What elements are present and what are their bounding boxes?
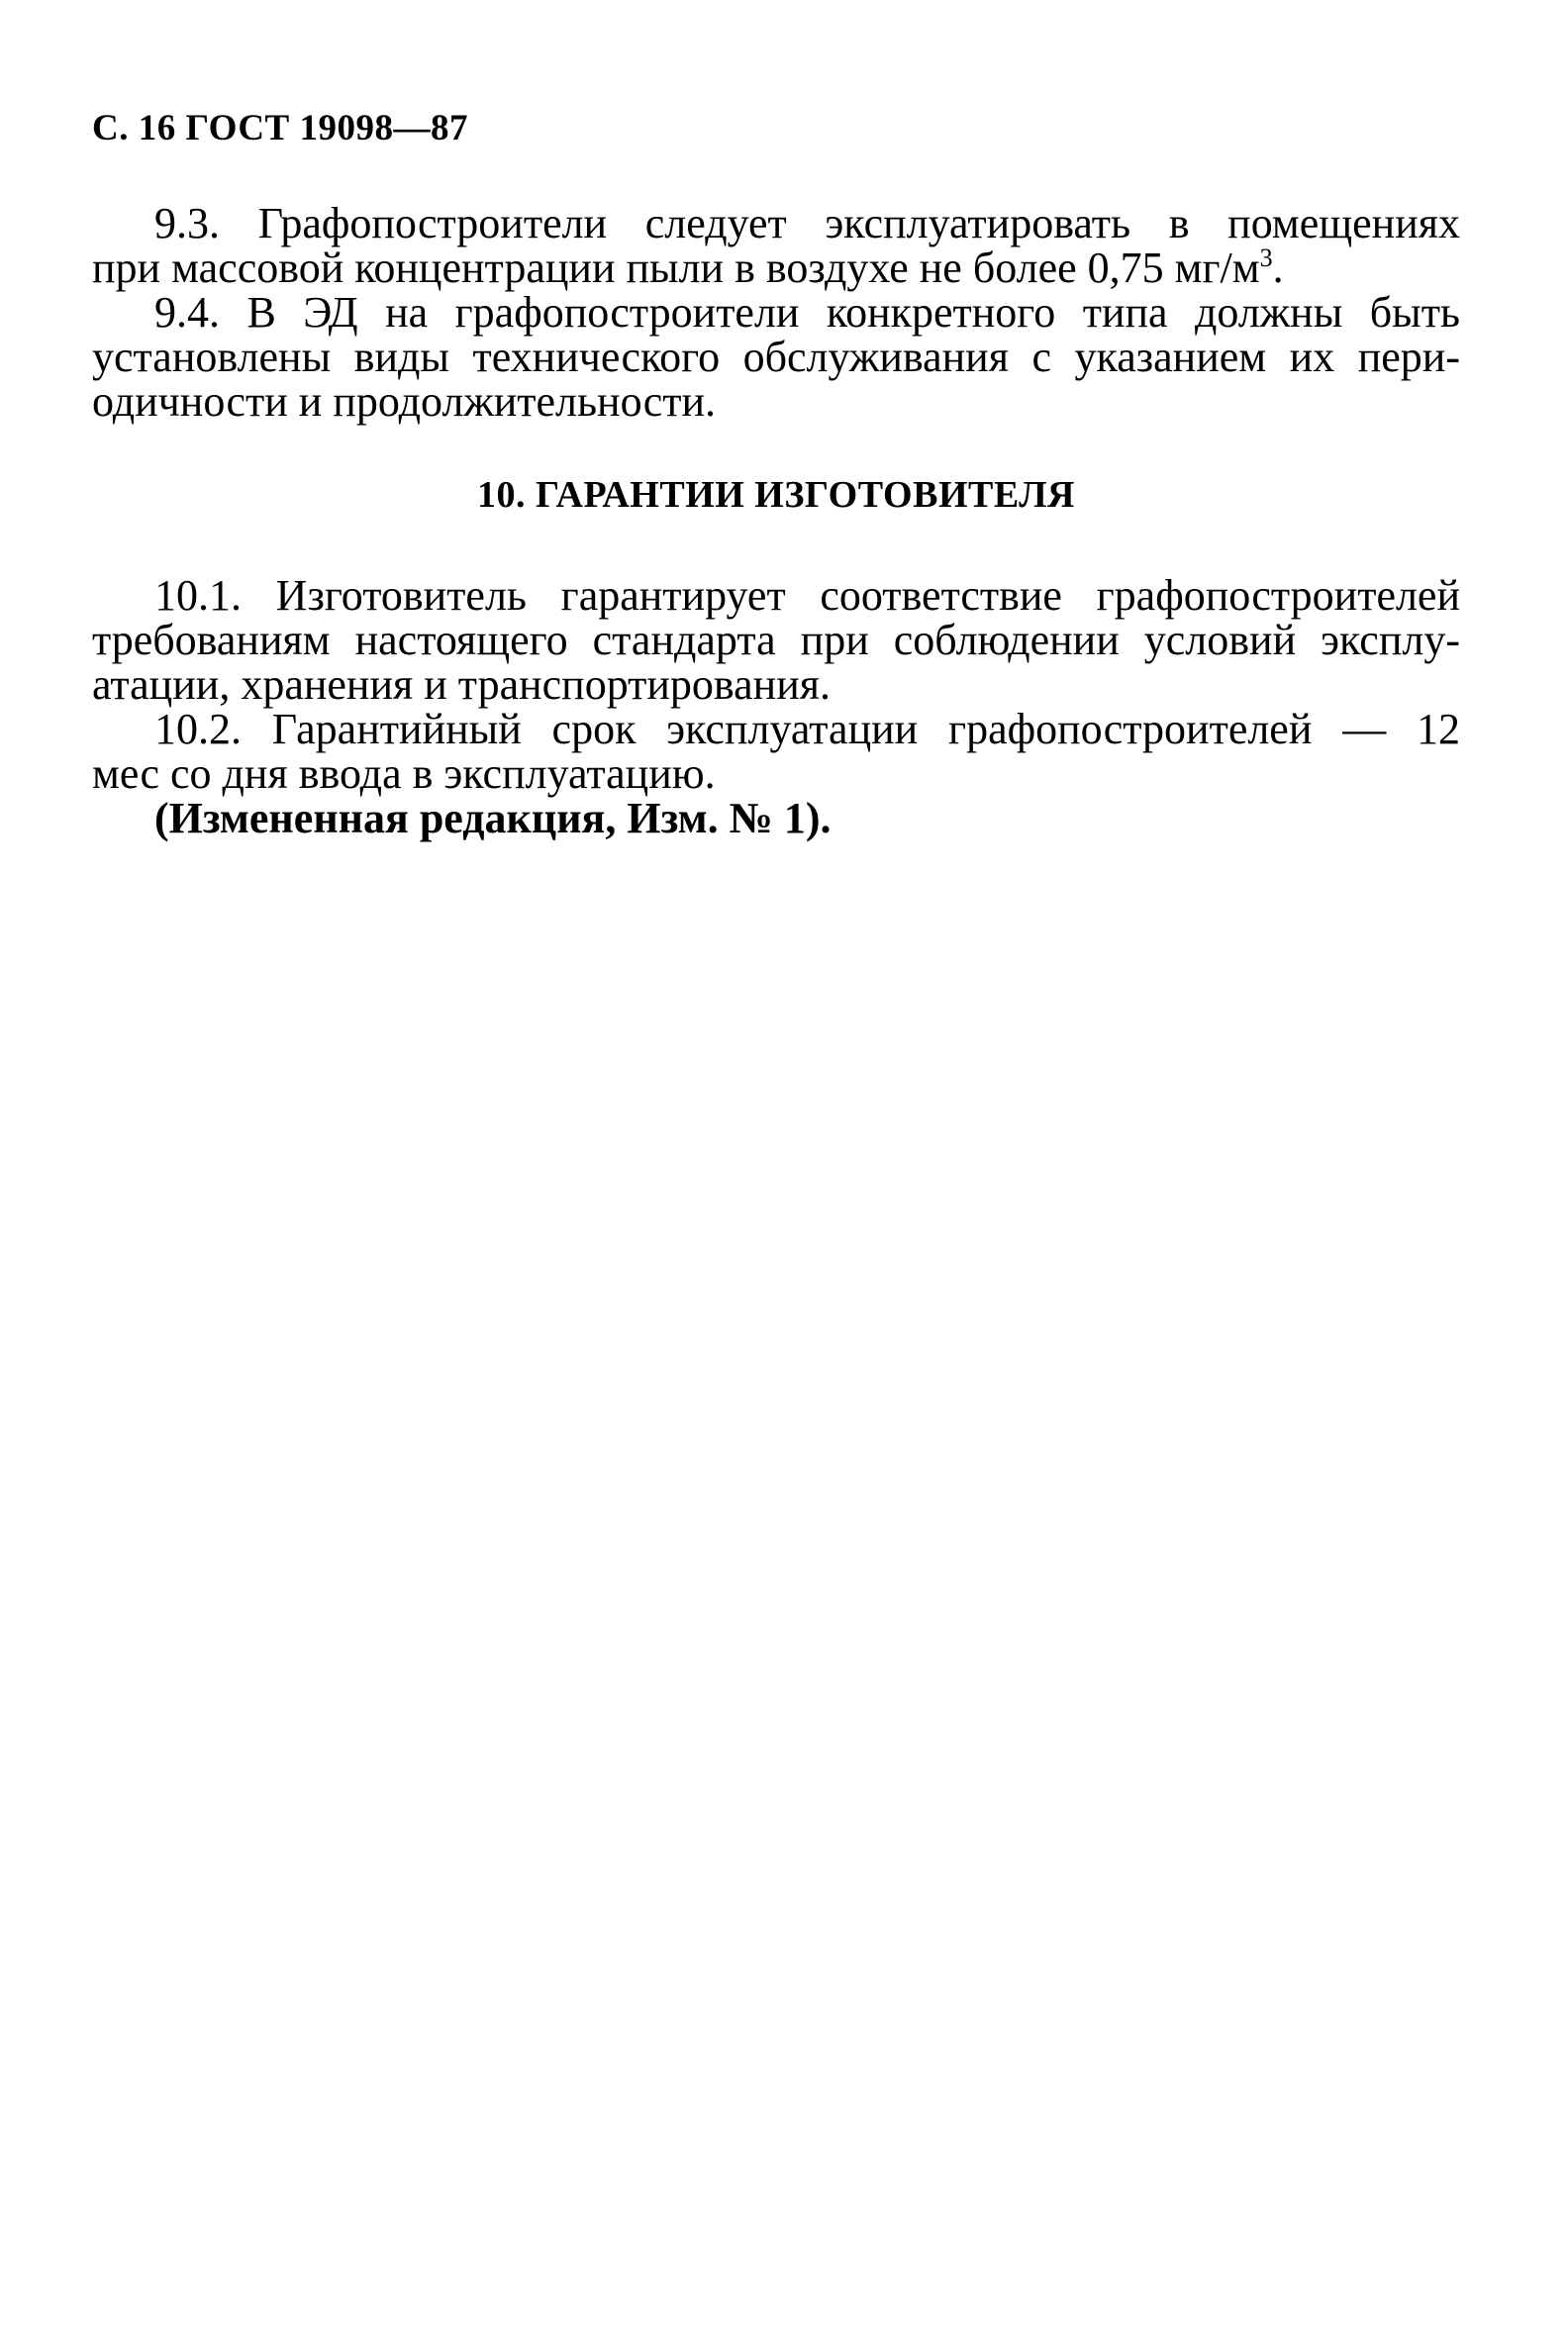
paragraph-line: 9.4. В ЭД на графопостроители конкретного типа должны быть [154,288,1460,337]
paragraph-9-4 [92,290,1460,424]
paragraph-line: одичности и продолжительности. [92,377,717,426]
paragraph-10-1 [92,573,1460,707]
paragraph-line-text: при массовой концентрации пыли в воздухе не более 0,75 мг/м [92,244,1260,292]
paragraph-line: 9.3. Графопостроители следует эксплуатировать в помещениях [154,199,1460,247]
sentence-end: . [1272,244,1284,292]
paragraph-line: установлены виды технического обслуживания с указанием их пери- [92,333,1460,381]
revision-note: (Измененная редакция, Изм. № 1). [154,794,832,842]
paragraph-line: 10.1. Изготовитель гарантирует соответствие графопостроителей [154,571,1460,620]
paragraph-10-2 [92,707,1460,796]
paragraph-line: 10.2. Гарантийный срок эксплуатации графопостроителей — 12 [154,705,1460,753]
page-header: С. 16 ГОСТ 19098—87 [92,108,468,148]
paragraph-line-last [92,245,1460,290]
unit-superscript: 3 [1259,244,1273,272]
paragraph-line: требованиям настоящего стандарта при соблюдении условий эксплу- [92,616,1460,664]
paragraph-line: мес со дня ввода в эксплуатацию. [92,749,716,798]
paragraph-line: атации, хранения и транспортирования. [92,660,831,709]
paragraph-9-3 [92,201,1460,290]
page-content [92,201,1460,840]
section-10-title: 10. ГАРАНТИИ ИЗГОТОВИТЕЛЯ [477,474,1075,516]
